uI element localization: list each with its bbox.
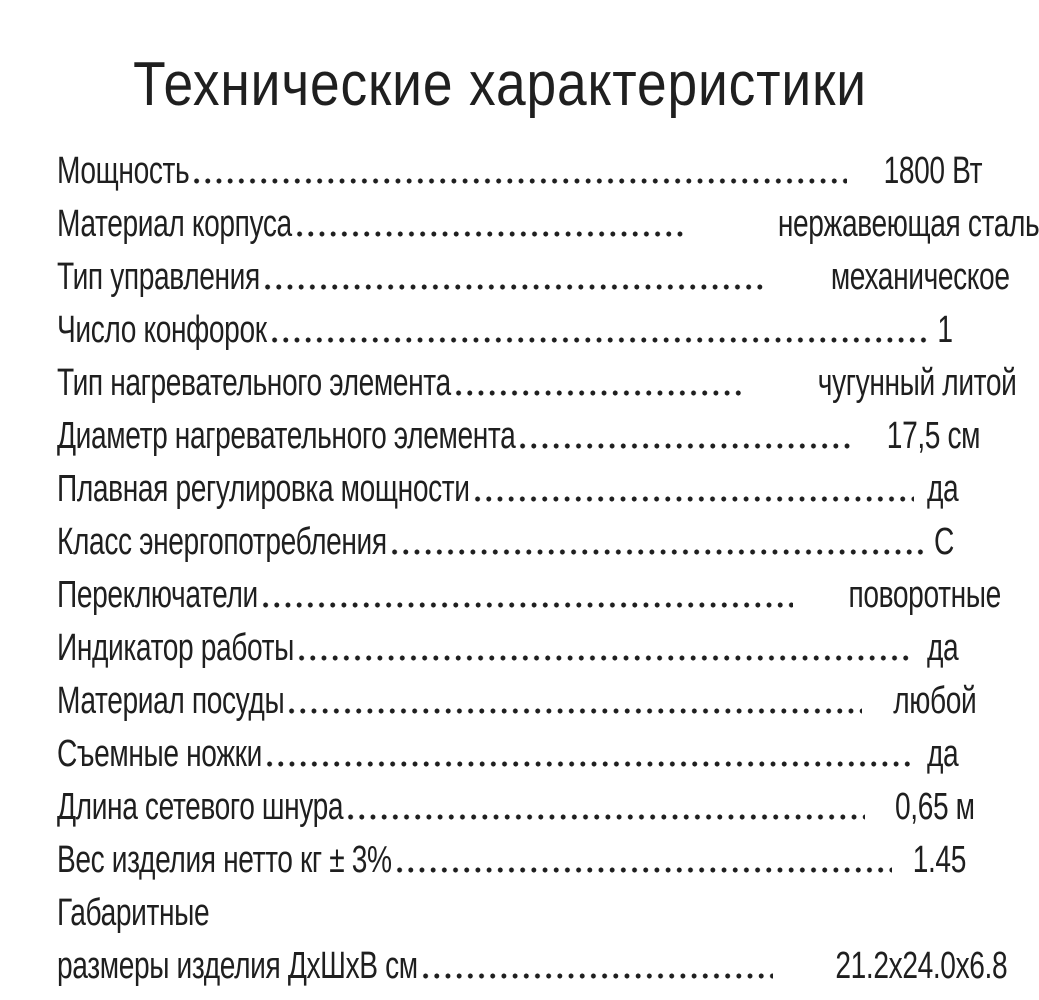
dot-leader (389, 549, 925, 555)
dot-leader (294, 231, 684, 237)
spec-value: 1800 Вт (883, 150, 982, 192)
spec-label: Число конфорок (57, 309, 267, 351)
spec-label: Материал корпуса (57, 203, 292, 245)
dot-leader (420, 973, 773, 979)
spec-label: Тип управления (57, 256, 260, 298)
spec-label: Плавная регулировка мощности (57, 468, 470, 510)
spec-row-cord-length (57, 776, 975, 829)
spec-label: Мощность (57, 150, 190, 192)
spec-row-net-weight (57, 829, 966, 882)
spec-value: 17,5 см (886, 415, 980, 457)
spec-value: 21.2x24.0x6.8 (835, 945, 1008, 987)
spec-row-heating-element-diameter (57, 405, 980, 458)
spec-value: 0,65 м (895, 786, 975, 828)
dot-leader (286, 708, 862, 714)
spec-label: Съемные ножки (57, 733, 262, 775)
dot-leader (296, 655, 914, 661)
spec-row-control-type (57, 246, 1010, 299)
spec-row-removable-legs (57, 723, 959, 776)
spec-label: Материал посуды (57, 680, 285, 722)
spec-value: 1.45 (912, 839, 966, 881)
spec-label: Тип нагревательного элемента (57, 362, 451, 404)
spec-row-body-material (57, 193, 1039, 246)
spec-value: нержавеющая сталь (777, 203, 1039, 245)
spec-row-energy-class (57, 511, 955, 564)
spec-value: да (926, 627, 959, 669)
dot-leader (394, 867, 892, 873)
spec-label: Класс энергопотребления (57, 521, 387, 563)
dot-leader (517, 443, 851, 449)
spec-row-switches (57, 564, 1001, 617)
spec-value: чугунный литой (818, 362, 1017, 404)
spec-value: поворотные (848, 574, 1001, 616)
spec-row-burners (57, 299, 953, 352)
dot-leader (260, 602, 793, 608)
dot-leader (345, 814, 865, 820)
spec-label: Вес изделия нетто кг ± 3% (57, 839, 392, 881)
dot-leader (264, 761, 914, 767)
spec-label: Габаритные (57, 892, 210, 934)
dot-leader (269, 337, 930, 343)
spec-value: механическое (831, 256, 1010, 298)
spec-value: любой (893, 680, 977, 722)
spec-label: размеры изделия ДхШхВ см (57, 945, 418, 987)
specs-list (57, 140, 1039, 988)
spec-value: да (926, 733, 959, 775)
spec-value: 1 (937, 309, 953, 351)
dot-leader (472, 496, 914, 502)
spec-row-cookware-material (57, 670, 977, 723)
dot-leader (191, 178, 846, 184)
spec-label: Индикатор работы (57, 627, 295, 669)
spec-row-heating-element-type (57, 352, 1017, 405)
spec-label: Длина сетевого шнура (57, 786, 344, 828)
spec-row-dimensions-heading (57, 882, 947, 935)
spec-label: Диаметр нагревательного элемента (57, 415, 516, 457)
spec-value: С (934, 521, 955, 563)
dot-leader (453, 390, 747, 396)
dot-leader (262, 284, 766, 290)
spec-value: да (926, 468, 959, 510)
spec-row-smooth-power-control (57, 458, 959, 511)
spec-row-power (57, 140, 982, 193)
page-title: Технические характеристики (133, 50, 867, 119)
spec-row-power-indicator (57, 617, 959, 670)
spec-row-dimensions (57, 935, 1008, 988)
spec-label: Переключатели (57, 574, 258, 616)
